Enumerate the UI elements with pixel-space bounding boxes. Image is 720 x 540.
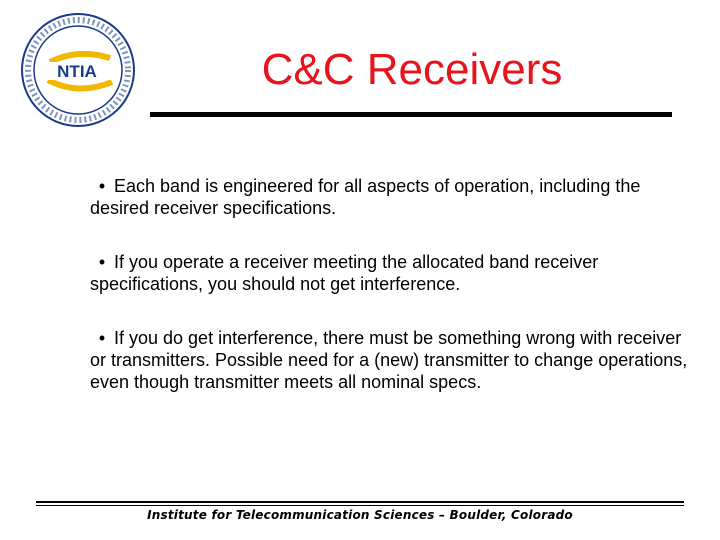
footer-divider: [36, 501, 684, 503]
bullet-marker: •: [98, 252, 106, 272]
title-divider: [150, 112, 672, 117]
svg-text:NTIA: NTIA: [57, 62, 97, 81]
bullet-marker: •: [98, 176, 106, 196]
bullet-item-3: [90, 327, 690, 393]
bullet-marker: •: [98, 328, 106, 348]
bullet-item-2: [90, 251, 690, 295]
slide-title: C&C Receivers: [261, 45, 563, 94]
bullet-item-1: [90, 175, 690, 219]
bullet-text: Each band is engineered for all aspects of operation, including the desired receiver specifications.: [90, 176, 641, 218]
bullet-list: [90, 175, 690, 425]
ntia-seal-icon: [20, 12, 136, 128]
footer-text: Institute for Telecommunication Sciences – Boulder, Colorado: [147, 508, 573, 522]
footer-divider-thin: [36, 505, 684, 506]
bullet-text: If you do get interference, there must be something wrong with receiver or transmitters. Possible need for a (new) transmitter to change operations, even though transmitter meets all nominal specs.: [90, 328, 688, 392]
bullet-text: If you operate a receiver meeting the allocated band receiver specifications, you should not get interference.: [90, 252, 599, 294]
